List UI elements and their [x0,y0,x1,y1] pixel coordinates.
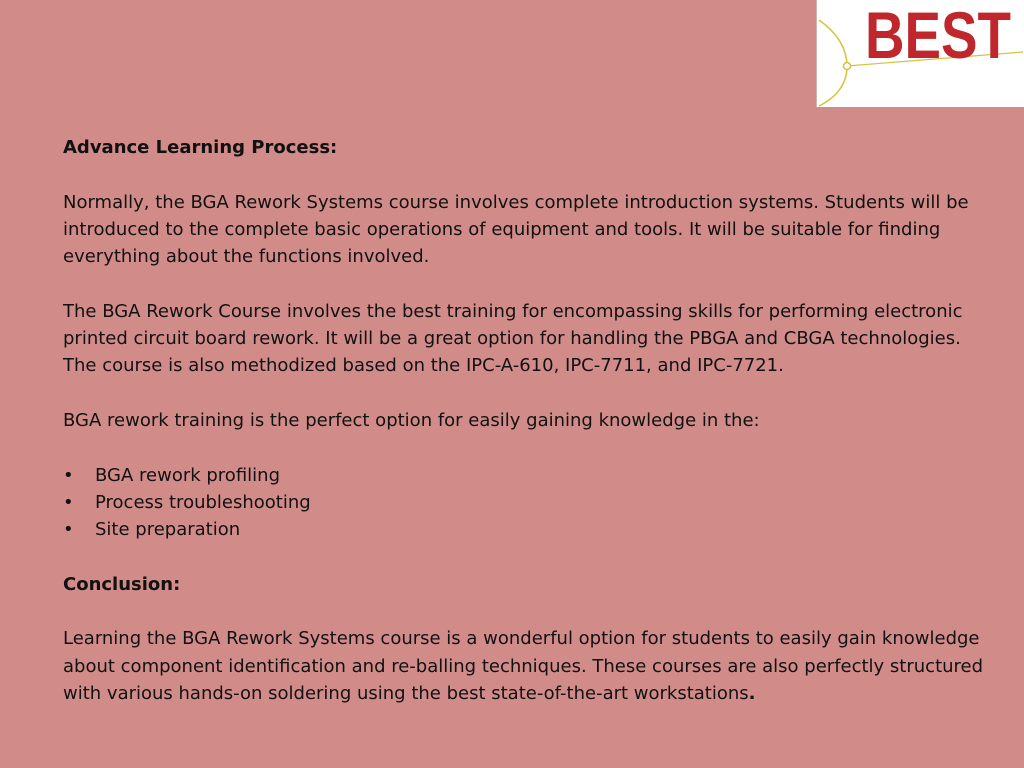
bullet-icon: • [63,464,74,486]
bullet-icon: • [63,519,74,541]
logo-text: BEST [865,0,1011,72]
document-body [63,134,993,707]
bullet-icon: • [63,491,74,513]
paragraph-conclusion-period: . [748,682,756,704]
best-logo-graphic [817,0,1024,107]
paragraph-conclusion [63,625,993,707]
paragraph-conclusion-text: Learning the BGA Rework Systems course is a wonderful option for students to easily gain knowledge about component identification and re-balling techniques. These courses are also perfectly structured with various hands-on soldering using the best state-of-the-art workstations [63,628,984,704]
list-item [63,489,993,516]
paragraph-intro: Normally, the BGA Rework Systems course involves complete introduction systems. Students will be introduced to the complete basic operations of equipment and tools. It will be suitable for finding everything about the functions involved. [63,191,969,268]
list-item-text: Site preparation [95,519,241,541]
list-item-text: BGA rework profiling [95,464,280,486]
list-item [63,516,993,543]
list-item [63,462,993,489]
paragraph-training-benefits: BGA rework training is the perfect option for easily gaining knowledge in the: [63,409,760,431]
section-heading-conclusion: Conclusion: [63,573,181,595]
section-heading-advance-learning: Advance Learning Process: [63,137,338,158]
bullet-list [63,462,993,544]
best-logo [816,0,1024,107]
list-item-text: Process troubleshooting [95,491,311,513]
paragraph-course-details: The BGA Rework Course involves the best training for encompassing skills for performing electronic printed circuit board rework. It will be a great option for handling the PBGA and CBGA technologies. The course is also methodized based on the IPC-A-610, IPC-7711, and IPC-7721. [63,300,963,377]
